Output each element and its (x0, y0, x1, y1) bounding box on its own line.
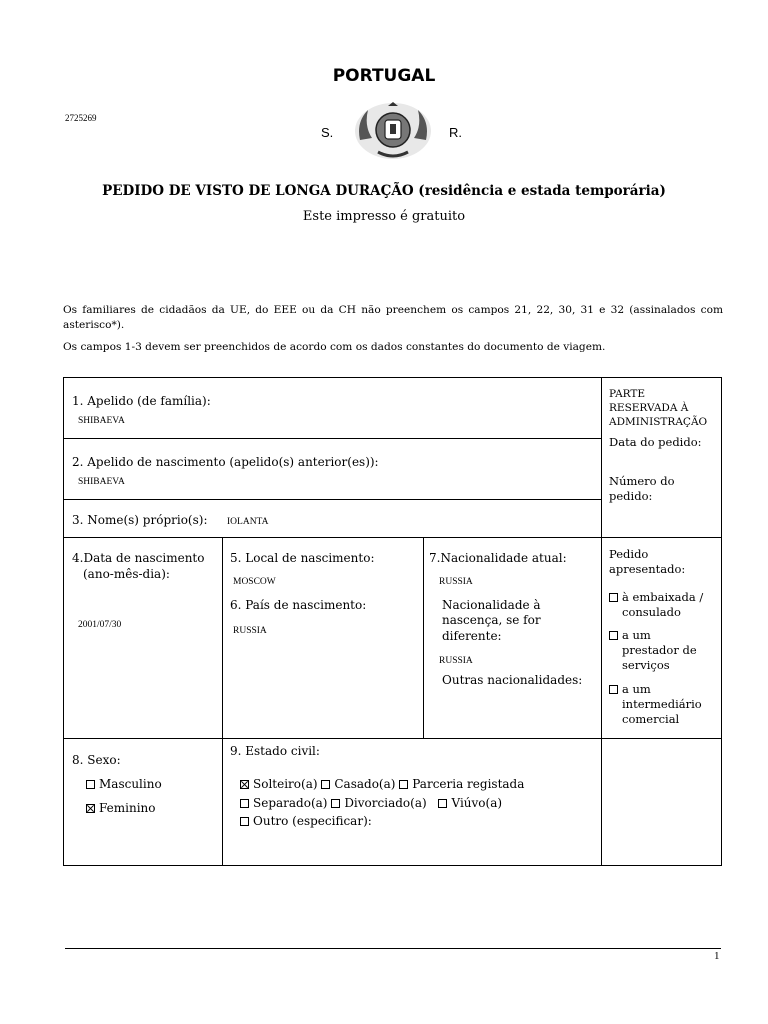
civil-status-row-1 (240, 776, 524, 792)
birth-nationality-label-3: diferente: (442, 629, 502, 643)
form-subheading: Este impresso é gratuito (302, 209, 466, 224)
note-family-members: Os familiares de cidadãos da UE, do EEE ou da CH não preenchem os campos 21, 22, 30, 31 e 32 (assinalados com asterisco*). (63, 304, 723, 331)
intermediary-label: a um (622, 682, 651, 696)
civil-status-row-2 (240, 795, 502, 811)
birth-date-label: 4.Data de nascimento (72, 551, 205, 565)
civil-option-separated[interactable] (240, 796, 327, 810)
sex-label: 8. Sexo: (72, 753, 121, 767)
surname-field[interactable]: SHIBAEVA (78, 416, 125, 426)
page-number: 1 (714, 950, 720, 962)
other-nationalities-label: Outras nacionalidades: (442, 673, 583, 687)
male-label: Masculino (99, 777, 162, 791)
nationality-field[interactable]: RUSSIA (439, 577, 473, 587)
female-label: Feminino (99, 801, 156, 815)
single-checkbox[interactable] (240, 780, 249, 789)
sex-option-female[interactable] (86, 800, 156, 816)
other-checkbox[interactable] (240, 817, 249, 826)
civil-option-other[interactable] (240, 814, 372, 828)
submitted-provider-option[interactable] (609, 628, 651, 643)
submitted-intermediary-option[interactable] (609, 682, 651, 697)
civil-option-married[interactable] (321, 777, 395, 791)
married-checkbox[interactable] (321, 780, 330, 789)
embassy-label: à embaixada / (622, 590, 704, 604)
submitted-label-2: apresentado: (609, 562, 686, 576)
married-label: Casado(a) (334, 777, 396, 791)
application-number-label-1: Número do (609, 474, 675, 488)
emblem-letter-r: R. (449, 125, 462, 140)
intermediary-checkbox[interactable] (609, 685, 618, 694)
birth-place-label: 5. Local de nascimento: (230, 551, 375, 565)
civil-option-widowed[interactable] (438, 796, 502, 810)
provider-label-2: prestador de (622, 643, 697, 657)
civil-status-label: 9. Estado civil: (230, 744, 320, 758)
emblem-letter-s: S. (321, 125, 334, 140)
birth-date-field[interactable]: 2001/07/30 (78, 620, 122, 630)
birth-date-format-label: (ano-mês-dia): (83, 567, 170, 581)
birth-nationality-label-2: nascença, se for (442, 613, 541, 627)
birth-surname-label: 2. Apelido de nascimento (apelido(s) anterior(es)): (72, 455, 379, 469)
sex-option-male[interactable] (86, 776, 162, 792)
other-label: Outro (especificar): (253, 814, 372, 828)
footer-divider (65, 948, 721, 949)
female-checkbox[interactable] (86, 804, 95, 813)
admin-reserved-2: RESERVADA À (609, 402, 689, 414)
civil-option-single[interactable] (240, 777, 318, 791)
nationality-label: 7.Nacionalidade atual: (429, 551, 567, 565)
coat-of-arms-emblem (318, 100, 468, 162)
birth-nationality-label-1: Nacionalidade à (442, 598, 541, 612)
divorced-label: Divorciado(a) (344, 796, 427, 810)
page-title: PORTUGAL (332, 66, 436, 86)
birth-country-field[interactable]: RUSSIA (233, 626, 267, 636)
note-fields-1-3: Os campos 1-3 devem ser preenchidos de acordo com os dados constantes do documento de viagem. (63, 341, 606, 353)
civil-option-divorced[interactable] (331, 796, 426, 810)
embassy-label-2: consulado (622, 605, 681, 619)
provider-checkbox[interactable] (609, 631, 618, 640)
provider-label-3: serviços (622, 658, 670, 672)
coat-of-arms-icon (348, 100, 438, 162)
form-heading: PEDIDO DE VISTO DE LONGA DURAÇÃO (residência e estada temporária) (102, 183, 666, 199)
application-form (63, 377, 722, 866)
application-date-label: Data do pedido: (609, 435, 702, 449)
male-checkbox[interactable] (86, 780, 95, 789)
single-label: Solteiro(a) (253, 777, 318, 791)
document-number: 2725269 (65, 113, 97, 123)
intermediary-label-3: comercial (622, 712, 680, 726)
admin-reserved-1: PARTE (609, 388, 646, 400)
first-name-field[interactable]: IOLANTA (227, 517, 269, 527)
provider-label: a um (622, 628, 651, 642)
birth-place-field[interactable]: MOSCOW (233, 577, 276, 587)
birth-surname-field[interactable]: SHIBAEVA (78, 477, 125, 487)
divorced-checkbox[interactable] (331, 799, 340, 808)
widowed-checkbox[interactable] (438, 799, 447, 808)
civil-status-row-3 (240, 813, 372, 829)
intermediary-label-2: intermediário (622, 697, 702, 711)
admin-reserved-3: ADMINISTRAÇÃO (609, 416, 708, 428)
submitted-embassy-option[interactable] (609, 590, 703, 605)
submitted-label-1: Pedido (609, 547, 649, 561)
surname-label: 1. Apelido (de família): (72, 394, 211, 408)
partnership-checkbox[interactable] (399, 780, 408, 789)
civil-option-partnership[interactable] (399, 777, 524, 791)
application-number-label-2: pedido: (609, 489, 653, 503)
separated-checkbox[interactable] (240, 799, 249, 808)
widowed-label: Viúvo(a) (451, 796, 503, 810)
embassy-checkbox[interactable] (609, 593, 618, 602)
separated-label: Separado(a) (253, 796, 328, 810)
partnership-label: Parceria registada (412, 777, 525, 791)
birth-nationality-field[interactable]: RUSSIA (439, 656, 473, 666)
first-name-label: 3. Nome(s) próprio(s): (72, 513, 208, 527)
birth-country-label: 6. País de nascimento: (230, 598, 367, 612)
